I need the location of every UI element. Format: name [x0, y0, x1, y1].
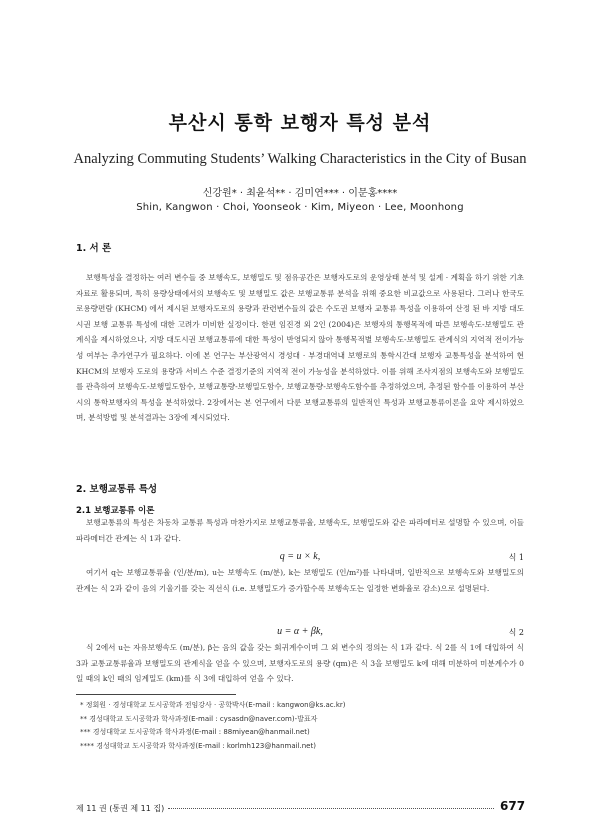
footnote-rule	[76, 694, 236, 695]
footer-dotted-leader	[168, 808, 494, 809]
section-heading-introduction: 1. 서 론	[76, 243, 112, 254]
subsection-heading-flow-theory: 2.1 보행교통류 이론	[76, 506, 155, 516]
equation-1-number: 식 1	[508, 553, 524, 562]
equation-2-number: 식 2	[508, 628, 524, 637]
equation-2-explanation: 식 2에서 u는 자유보행속도 (m/분), β는 음의 값을 갖는 회귀계수이며 그 외 변수의 정의는 식 1과 같다. 식 2를 식 1에 대입하여 식 3과 교통교통류율과 보행밀도의 관계식을 얻을 수 있으며, 보행자도로의 용량 (qm)은 식 3을 보행밀도 k에 대해 미분하여 미분계수가 0일 때의 k인 때의 임계밀도 (km)를 식 3에 대입하여 얻을 수 있다.	[76, 643, 524, 684]
journal-volume: 제 11 권 (통권 제 11 집)	[76, 804, 165, 813]
paper-title-english: Analyzing Commuting Students’ Walking Characteristics in the City of Busan	[73, 151, 527, 167]
equation-2	[76, 626, 524, 640]
equation-2-expression: u = α + βk,	[277, 626, 323, 637]
section-heading-pedestrian-flow: 2. 보행교통류 특성	[76, 484, 158, 495]
flow-theory-paragraph: 보행교통류의 특성은 차동차 교통류 특성과 마찬가지로 보행교통류율, 보행속도, 보행밀도와 같은 파라메터로 설명할 수 있으며, 이들 파라메터간 관계는 식 1과 같다.	[76, 518, 524, 543]
footnote-3: *** 경성대학교 도시공학과 학사과정(E-mail : 88miyean@hanmail.net)	[80, 728, 310, 736]
paper-title-korean: 부산시 통학 보행자 특성 분석	[168, 112, 432, 134]
authors-korean: 신강원* · 최윤석** · 김미연*** · 이문홍****	[202, 188, 398, 199]
equation-1-expression: q = u × k,	[279, 551, 321, 562]
authors-english: Shin, Kangwon · Choi, Yoonseok · Kim, Miyeon · Lee, Moonhong	[136, 202, 464, 213]
equation-1	[76, 551, 524, 565]
footnote-1: * 정회원 · 경성대학교 도시공학과 전임강사 · 공학박사(E-mail : kangwon@ks.ac.kr)	[80, 701, 346, 709]
introduction-paragraph: 보행특성을 결정하는 여러 변수들 중 보행속도, 보행밀도 및 점유공간은 보행자도로의 운영상태 분석 및 설계 · 계획을 하기 위한 기초자료로 활용되며, 특히 용량상태에서의 보행속도 및 보행밀도 값은 보행교통류 분석을 위해 중요한 비교값으로 사용된다. 그러나 한국도로용량편람 (KHCM) 에서 제시된 보행자도로의 용량과 관련변수들의 값은 수도권 보행자 교통류 특성을 이용하여 산정 된 바 지방 대도시권 보행 교통류 특성에 대한 고려가 미비한 실정이다. 한편 임진경 외 2인 (2004)은 보행자의 통행목적에 따른 보행속도-보행밀도 관계식을 제시하였으나, 지방 대도시권 보행교통류에 대한 특성이 반영되지 않아 통행목적별 보행속도-보행밀도 관계식의 지역적 전이가능성 여부는 추가연구가 필요하다. 이에 본 연구는 부산광역시 경성대 · 부경대역내 보행로의 통학시간대 보행자 교통특성을 분석하여 현 KHCM의 보행자 도로의 용량과 서비스 수준 결정기준의 지역적 전이 가능성을 분석하였다. 이를 위해 조사지점의 보행속도와 보행밀도를 관측하여 보행속도-보행밀도함수, 보행교통량-보행밀도함수, 보행교통량-보행속도함수를 추정하였으며, 추정된 함수를 이용하여 부산시의 통학보행자의 특성을 분석하였다. 2장에서는 본 연구에서 다룬 보행교통류의 일반적인 특성과 보행교통류이론을 요약 제시하였으며, 분석방법 및 분석결과는 3장에 제시되었다.	[76, 273, 524, 423]
footnote-4: **** 경성대학교 도시공학과 학사과정(E-mail : korlmh123@hanmail.net)	[80, 741, 316, 750]
footnote-2: ** 경성대학교 도시공학과 학사과정(E-mail : cysasdn@naver.com)-발표자	[80, 714, 318, 723]
page-number: 677	[500, 799, 526, 813]
equation-1-explanation: 여기서 q는 보행교통류율 (인/분/m), u는 보행속도 (m/분), k는 보행밀도 (인/m²)를 나타내며, 일반적으로 보행속도와 보행밀도의 관계는 식 2과 같이 음의 기울기를 갖는 직선식 (i.e. 보행밀도가 증가할수록 보행속도는 일정한 변화율로 감소)으로 설명된다.	[76, 568, 524, 593]
footnotes	[80, 699, 520, 753]
